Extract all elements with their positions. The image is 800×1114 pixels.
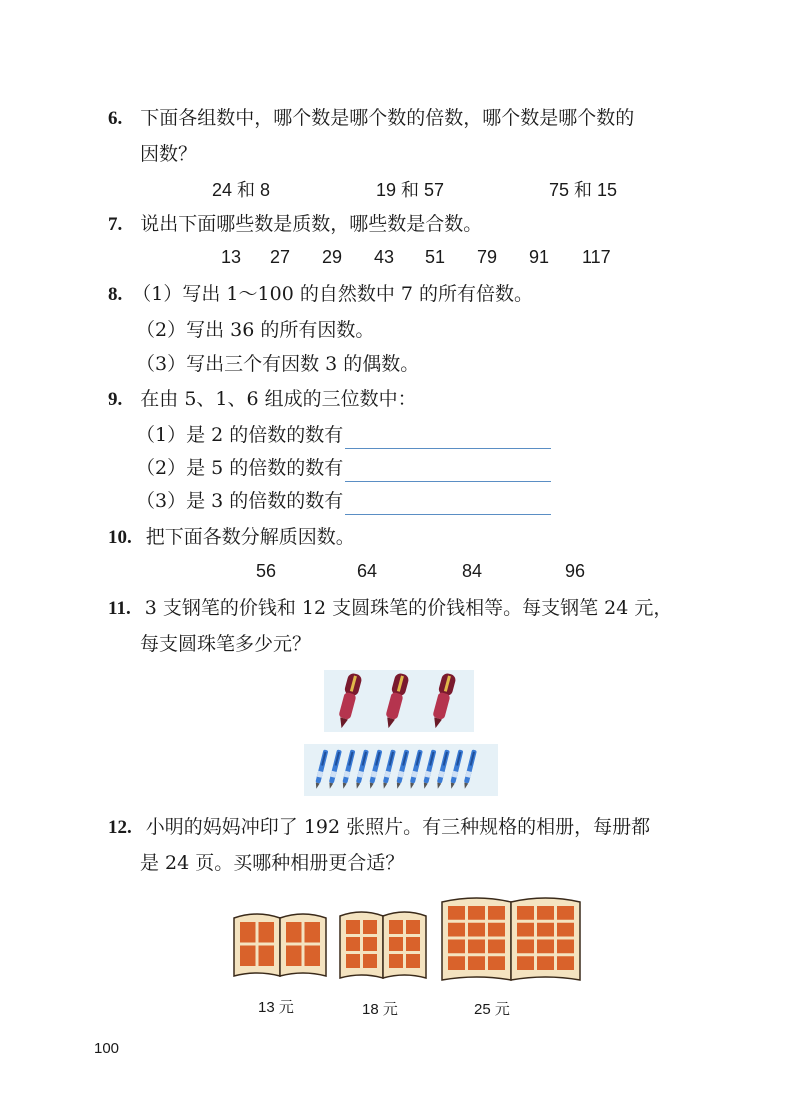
sub-item-1 [136,421,551,449]
question-6 [108,104,634,133]
question-7 [108,210,482,239]
question-6-continuation: 因数？ [140,143,198,165]
number-item: 84 [462,561,483,581]
number-item: 79 [477,247,498,267]
number-pair-2: 19 和 57 [376,180,445,200]
question-text: 下面各组数中，哪个数是哪个数的倍数，哪个数是哪个数的 [140,107,635,129]
number-item: 96 [565,561,586,581]
number-item: 43 [374,247,395,267]
sub-item-label: （2）是 5 的倍数的数有 [136,457,344,479]
number-item: 51 [425,247,446,267]
question-number: 7. [108,214,123,235]
number-item: 29 [322,247,343,267]
question-11 [108,594,672,623]
question-12 [108,813,650,842]
number-item: 13 [221,247,242,267]
question-text: 把下面各数分解质因数。 [145,526,355,548]
question-number: 12. [108,817,132,838]
number-item: 64 [357,561,378,581]
sub-item-3: （3）写出三个有因数 3 的偶数。 [136,353,420,375]
question-number: 11. [108,598,131,619]
question-text: 在由 5、1、6 组成的三位数中： [140,388,417,410]
sub-item-2 [136,454,551,482]
question-text: 小明的妈妈冲印了 192 张照片。有三种规格的相册，每册都 [145,816,651,838]
sub-item-2: （2）写出 36 的所有因数。 [136,319,375,341]
number-item: 117 [582,247,611,267]
question-12-continuation: 是 24 页。买哪种相册更合适？ [140,852,405,874]
album-price-1: 13 元 [258,999,294,1016]
question-number: 8. [108,284,123,305]
album-price-3: 25 元 [474,1001,510,1018]
question-9 [108,385,417,414]
photo-album-large [442,898,580,980]
albums-illustration [230,890,584,990]
answer-blank[interactable] [345,459,551,482]
sub-item-3 [136,487,551,515]
question-text: 3 支钢笔的价钱和 12 支圆珠笔的价钱相等。每支钢笔 24 元， [144,597,673,619]
sub-item-label: （3）是 3 的倍数的数有 [136,490,344,512]
page-number: 100 [94,1040,120,1057]
answer-blank[interactable] [345,492,551,515]
answer-blank[interactable] [345,426,551,449]
album-price-2: 18 元 [362,1001,398,1018]
question-11-continuation: 每支圆珠笔多少元？ [140,633,312,655]
photo-album-medium [340,912,426,978]
sub-item-label: （1）是 2 的倍数的数有 [136,424,344,446]
question-text: 说出下面哪些数是质数，哪些数是合数。 [140,213,483,235]
pens-illustration [304,668,498,798]
number-item: 91 [529,247,550,267]
question-10 [108,523,355,552]
photo-album-small [234,914,326,976]
question-number: 10. [108,527,132,548]
question-8 [108,280,533,309]
number-item: 56 [256,561,277,581]
number-pair-3: 75 和 15 [549,180,618,200]
number-item: 27 [270,247,291,267]
question-number: 9. [108,389,123,410]
sub-item-1: （1）写出 1～100 的自然数中 7 的所有倍数。 [132,283,533,305]
number-pair-1: 24 和 8 [212,180,271,200]
question-number: 6. [108,108,123,129]
